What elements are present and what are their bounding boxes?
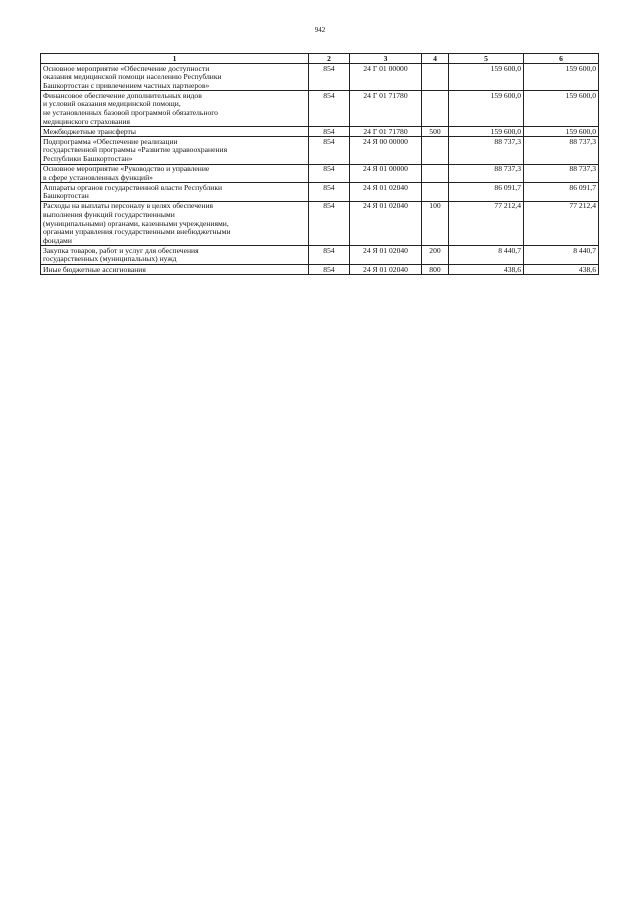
target-article-cell: 24 Я 01 02040: [350, 201, 422, 245]
administrator-code-cell: 854: [309, 91, 350, 127]
page-number: 942: [314, 26, 326, 34]
administrator-code-cell: 854: [309, 137, 350, 164]
target-article-cell: 24 Г 01 71780: [350, 127, 422, 137]
amount-cell-year2: 159 600,0: [524, 127, 599, 137]
expense-name-cell: Основное мероприятие «Обеспечение доступности оказания медицинской помощи населению Республики Башкортостан с привлечением частных партнеров»: [41, 64, 309, 91]
amount-cell-year2: 159 600,0: [524, 91, 599, 127]
target-article-cell: 24 Я 01 02040: [350, 265, 422, 275]
column-header: 3: [350, 54, 422, 64]
table-row: [41, 137, 599, 164]
target-article-cell: 24 Я 01 02040: [350, 183, 422, 202]
expense-type-cell: [422, 137, 449, 164]
expense-name-cell: Закупка товаров, работ и услуг для обеспечения государственных (муниципальных) нужд: [41, 246, 309, 265]
administrator-code-cell: 854: [309, 127, 350, 137]
target-article-cell: 24 Я 01 00000: [350, 164, 422, 183]
administrator-code-cell: 854: [309, 164, 350, 183]
table-row: [41, 246, 599, 265]
administrator-code-cell: 854: [309, 183, 350, 202]
column-header: 4: [422, 54, 449, 64]
amount-cell-year2: 86 091,7: [524, 183, 599, 202]
amount-cell-year1: 438,6: [449, 265, 524, 275]
amount-cell-year2: 438,6: [524, 265, 599, 275]
expense-type-cell: [422, 164, 449, 183]
amount-cell-year1: 77 212,4: [449, 201, 524, 245]
amount-cell-year1: 88 737,3: [449, 164, 524, 183]
column-header: 1: [41, 54, 309, 64]
expense-type-cell: [422, 64, 449, 91]
expense-name-cell: Финансовое обеспечение дополнительных видов и условий оказания медицинской помощи, не установленных базовой программой обязательного медицинского страхования: [41, 91, 309, 127]
table-row: [41, 265, 599, 275]
administrator-code-cell: 854: [309, 265, 350, 275]
amount-cell-year1: 86 091,7: [449, 183, 524, 202]
expense-name-cell: Аппараты органов государственной власти Республики Башкортостан: [41, 183, 309, 202]
expense-type-cell: [422, 91, 449, 127]
amount-cell-year1: 159 600,0: [449, 91, 524, 127]
expense-type-cell: 800: [422, 265, 449, 275]
amount-cell-year2: 88 737,3: [524, 164, 599, 183]
target-article-cell: 24 Г 01 00000: [350, 64, 422, 91]
table-row: [41, 201, 599, 245]
target-article-cell: 24 Я 01 02040: [350, 246, 422, 265]
expense-name-cell: Основное мероприятие «Руководство и управление в сфере установленных функций»: [41, 164, 309, 183]
amount-cell-year1: 88 737,3: [449, 137, 524, 164]
column-header: 5: [449, 54, 524, 64]
target-article-cell: 24 Г 01 71780: [350, 91, 422, 127]
table-row: [41, 164, 599, 183]
expense-name-cell: Иные бюджетные ассигнования: [41, 265, 309, 275]
table-row: [41, 127, 599, 137]
amount-cell-year2: 77 212,4: [524, 201, 599, 245]
column-header: 2: [309, 54, 350, 64]
table-header-row: [41, 54, 599, 64]
expense-name-cell: Расходы на выплаты персоналу в целях обеспечения выполнения функций государственными (муниципальными) органами, казенными учреждениями, органами управления государственными внебюджетными фондами: [41, 201, 309, 245]
amount-cell-year2: 88 737,3: [524, 137, 599, 164]
expense-type-cell: 200: [422, 246, 449, 265]
expense-name-cell: Межбюджетные трансферты: [41, 127, 309, 137]
administrator-code-cell: 854: [309, 246, 350, 265]
table-row: [41, 91, 599, 127]
amount-cell-year1: 159 600,0: [449, 127, 524, 137]
amount-cell-year2: 159 600,0: [524, 64, 599, 91]
expense-type-cell: [422, 183, 449, 202]
administrator-code-cell: 854: [309, 64, 350, 91]
table-row: [41, 183, 599, 202]
expense-name-cell: Подпрограмма «Обеспечение реализации государственной программы «Развитие здравоохранения Республики Башкортостан»: [41, 137, 309, 164]
expense-type-cell: 100: [422, 201, 449, 245]
target-article-cell: 24 Я 00 00000: [350, 137, 422, 164]
amount-cell-year2: 8 440,7: [524, 246, 599, 265]
column-header: 6: [524, 54, 599, 64]
table-row: [41, 64, 599, 91]
expense-type-cell: 500: [422, 127, 449, 137]
amount-cell-year1: 8 440,7: [449, 246, 524, 265]
budget-table: [40, 53, 599, 275]
administrator-code-cell: 854: [309, 201, 350, 245]
amount-cell-year1: 159 600,0: [449, 64, 524, 91]
